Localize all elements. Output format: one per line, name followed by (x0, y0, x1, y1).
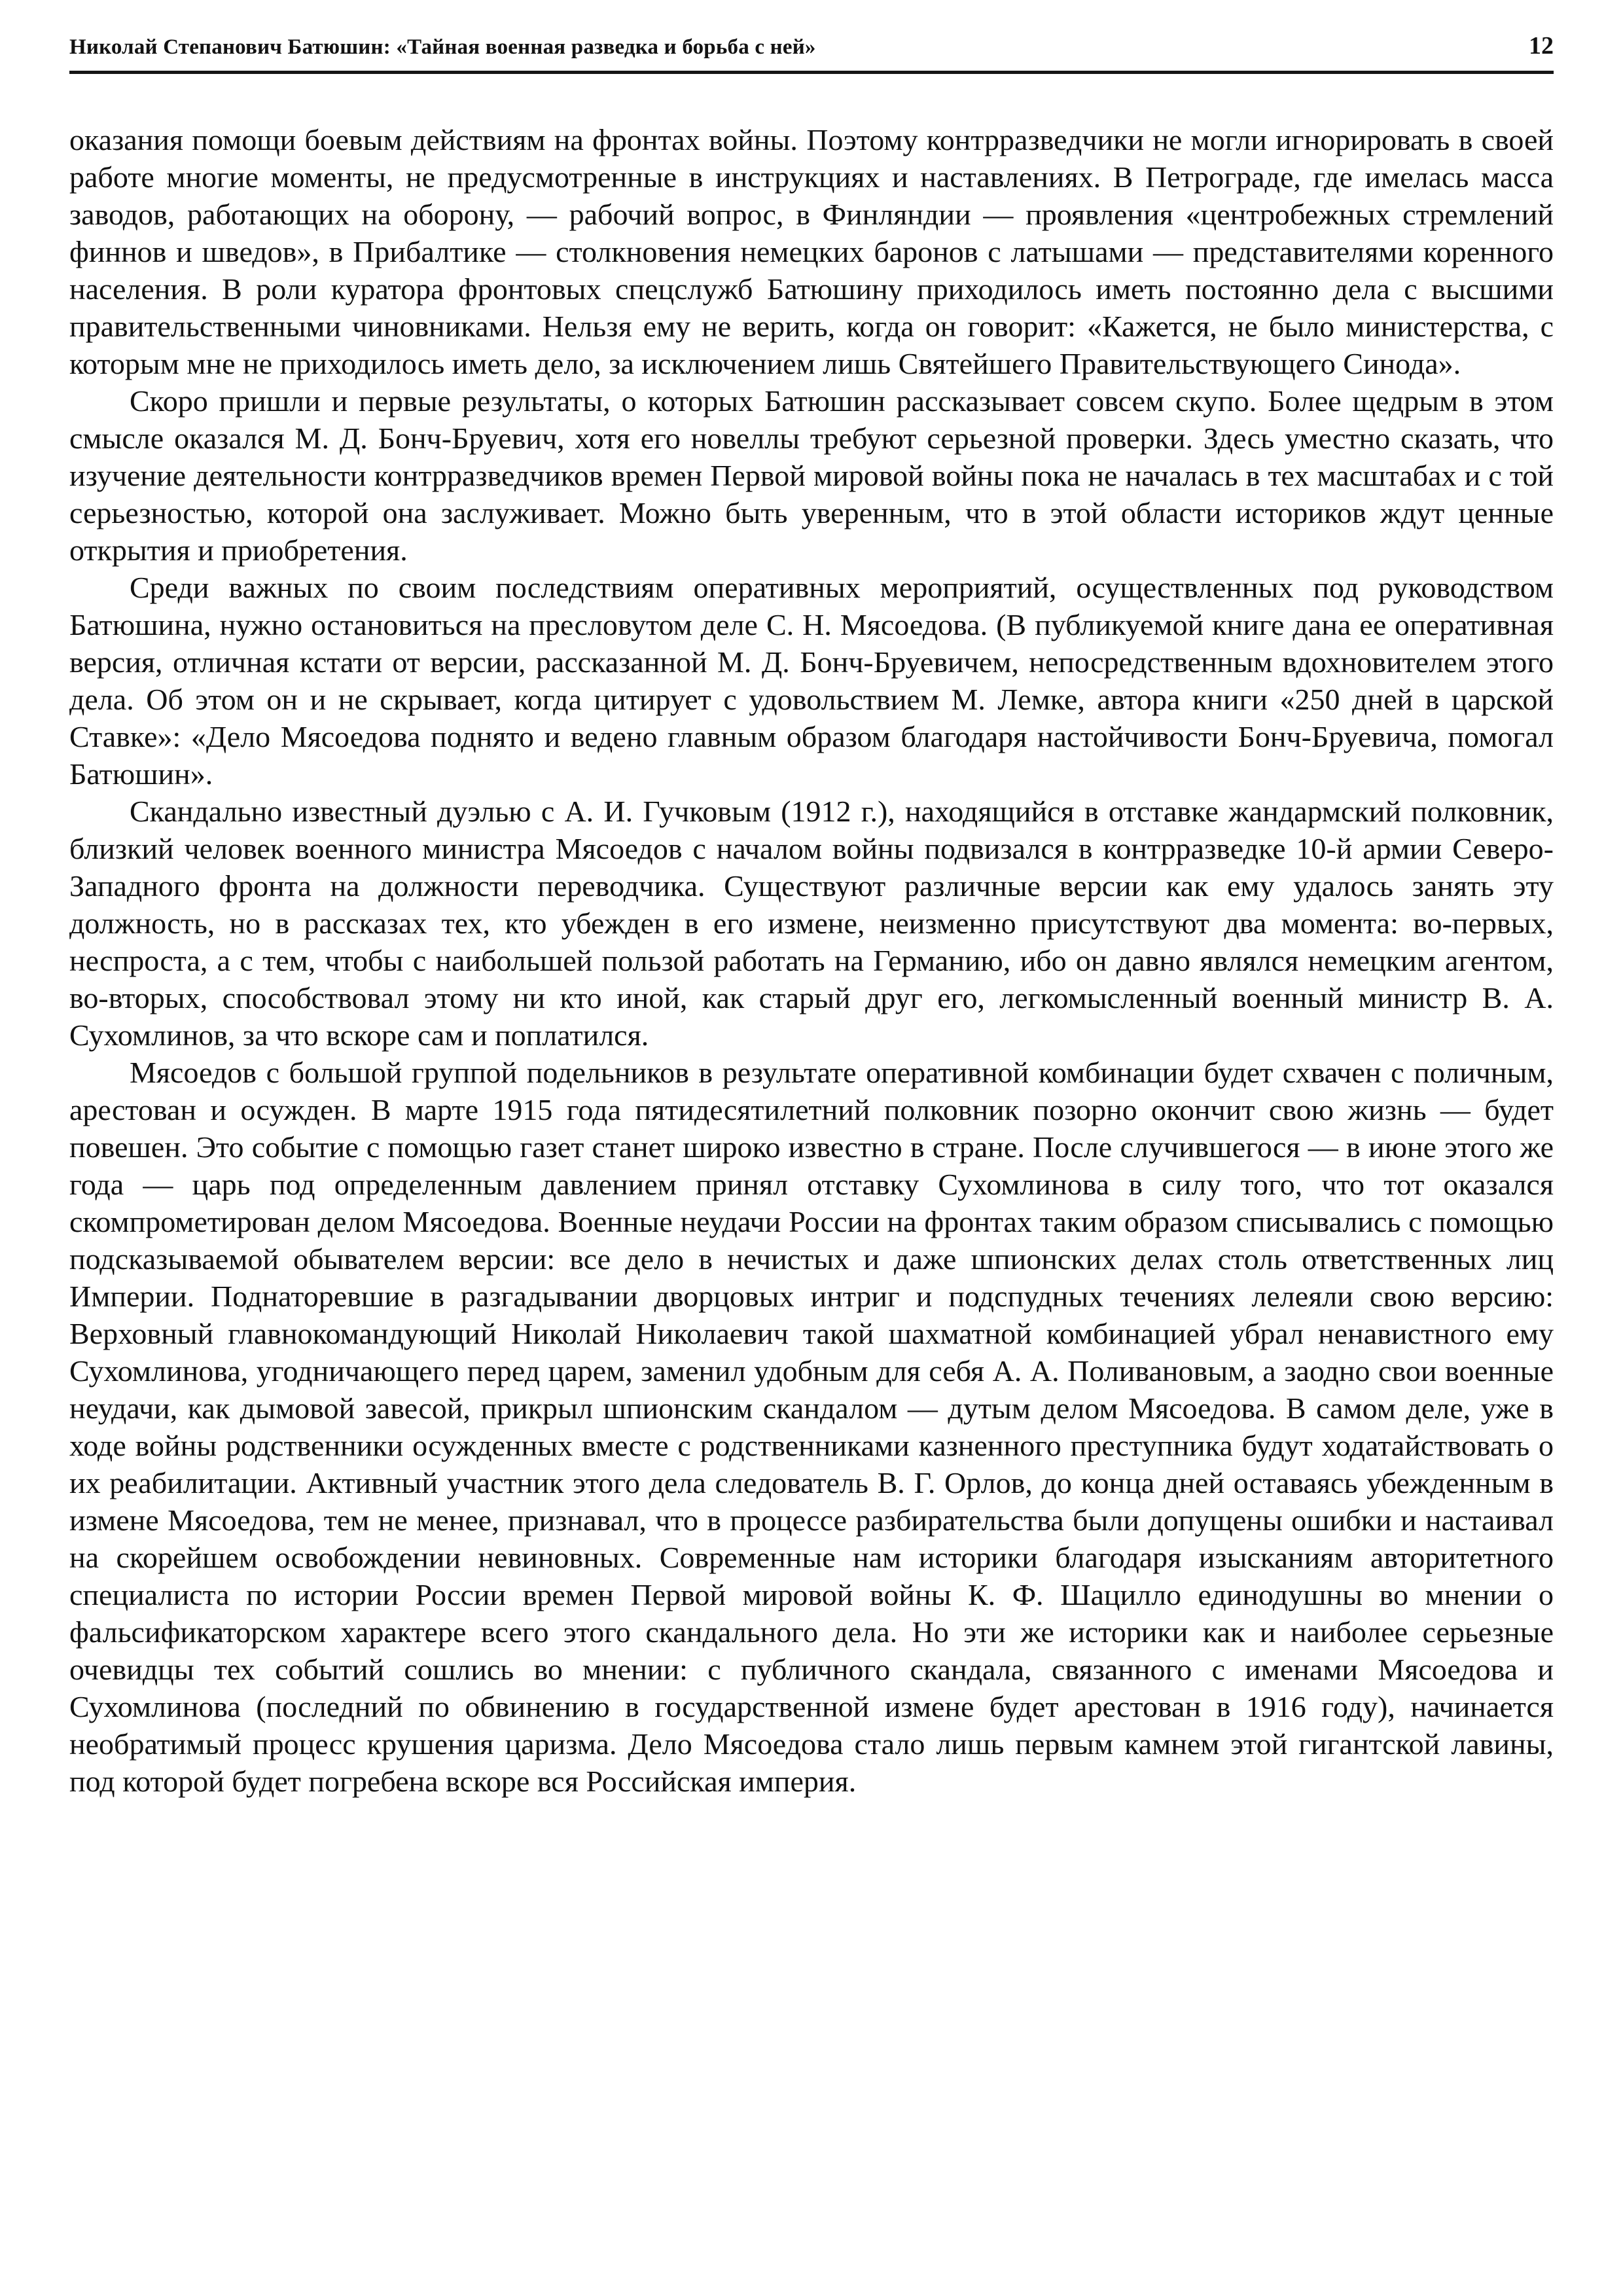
text-block (69, 121, 1554, 1800)
page-header (69, 31, 1554, 60)
paragraph: Скоро пришли и первые результаты, о которых Батюшин рассказывает совсем скупо. Более щедрым в этом смысле оказался М. Д. Бонч-Бруевич, хотя его новеллы требуют серьезной проверки. Здесь уместно сказать, что изучение деятельности контрразведчиков времен Первой мировой войны пока не началась в тех масштабах и с той серьезностью, которой она заслуживает. Можно быть уверенным, что в этой области историков ждут ценные открытия и приобретения. (69, 384, 1554, 567)
paragraph: оказания помощи боевым действиям на фронтах войны. Поэтому контрразведчики не могли игнорировать в своей работе многие моменты, не предусмотренные в инструкциях и наставлениях. В Петрограде, где имелась масса заводов, работающих на оборону, — рабочий вопрос, в Финляндии — проявления «центробежных стремлений финнов и шведов», в Прибалтике — столкновения немецких баронов с латышами — представителями коренного населения. В роли куратора фронтовых спецслужб Батюшину приходилось иметь постоянно дела с высшими правительственными чиновниками. Нельзя ему не верить, когда он говорит: «Кажется, не было министерства, с которым мне не приходилось иметь дело, за исключением лишь Святейшего Правительствующего Синода». (69, 123, 1554, 380)
page-number: 12 (1529, 32, 1554, 60)
paragraph: Скандально известный дуэлью с А. И. Гучковым (1912 г.), находящийся в отставке жандармский полковник, близкий человек военного министра Мясоедов с началом войны подвизался в контрразведке 10-й армии Северо-Западного фронта на должности переводчика. Существуют различные версии как ему удалось занять эту должность, но в рассказах тех, кто убежден в его измене, неизменно присутствуют два момента: во-первых, неспроста, а с тем, чтобы с наибольшей пользой работать на Германию, ибо он давно являлся немецким агентом, во-вторых, способствовал этому ни кто иной, как старый друг его, легкомысленный военный министр В. А. Сухомлинов, за что вскоре сам и поплатился. (69, 795, 1554, 1052)
header-divider (69, 71, 1554, 74)
paragraph: Мясоедов с большой группой подельников в результате оперативной комбинации будет схвачен с поличным, арестован и осужден. В марте 1915 года пятидесятилетний полковник позорно окончит свою жизнь — будет повешен. Это событие с помощью газет станет широко известно в стране. После случившегося — в июне этого же года — царь под определенным давлением принял отставку Сухомлинова в силу того, что тот оказался скомпрометирован делом Мясоедова. Военные неудачи России на фронтах таким образом списывались с помощью подсказываемой обывателем версии: все дело в нечистых и даже шпионских делах столь ответственных лиц Империи. Поднаторевшие в разгадывании дворцовых интриг и подспудных течениях лелеяли свою версию: Верховный главнокомандующий Николай Николаевич такой шахматной комбинацией убрал ненавистного ему Сухомлинова, угодничающего перед царем, заменил удобным для себя А. А. Поливановым, а заодно свои военные неудачи, как дымовой завесой, прикрыл шпионским скандалом — дутым делом Мясоедова. В самом деле, уже в ходе войны родственники осужденных вместе с родственниками казненного преступника будут ходатайствовать о их реабилитации. Активный участник этого дела следователь В. Г. Орлов, до конца дней оставаясь убежденным в измене Мясоедова, тем не менее, признавал, что в процессе разбирательства были допущены ошибки и настаивал на скорейшем освобождении невиновных. Современные нам историки благодаря изысканиям авторитетного специалиста по истории России времен Первой мировой войны К. Ф. Шацилло единодушны во мнении о фальсификаторском характере всего этого скандального дела. Но эти же историки как и наиболее серьезные очевидцы тех событий сошлись во мнении: с публичного скандала, связанного с именами Мясоедова и Сухомлинова (последний по обвинению в государственной измене будет арестован в 1916 году), начинается необратимый процесс крушения царизма. Дело Мясоедова стало лишь первым камнем этой гигантской лавины, под которой будет погребена вскоре вся Российская империя. (69, 1056, 1554, 1798)
running-title: Николай Степанович Батюшин: «Тайная военная разведка и борьба с ней» (69, 35, 816, 59)
paragraph: Среди важных по своим последствиям оперативных мероприятий, осуществленных под руководством Батюшина, нужно остановиться на пресловутом деле С. Н. Мясоедова. (В публикуемой книге дана ее оперативная версия, отличная кстати от версии, рассказанной М. Д. Бонч-Бруевичем, непосредственным вдохновителем этого дела. Об этом он и не скрывает, когда цитирует с удовольствием М. Лемке, автора книги «250 дней в царской Ставке»: «Дело Мясоедова поднято и ведено главным образом благодаря настойчивости Бонч-Бруевича, помогал Батюшин». (69, 571, 1554, 791)
